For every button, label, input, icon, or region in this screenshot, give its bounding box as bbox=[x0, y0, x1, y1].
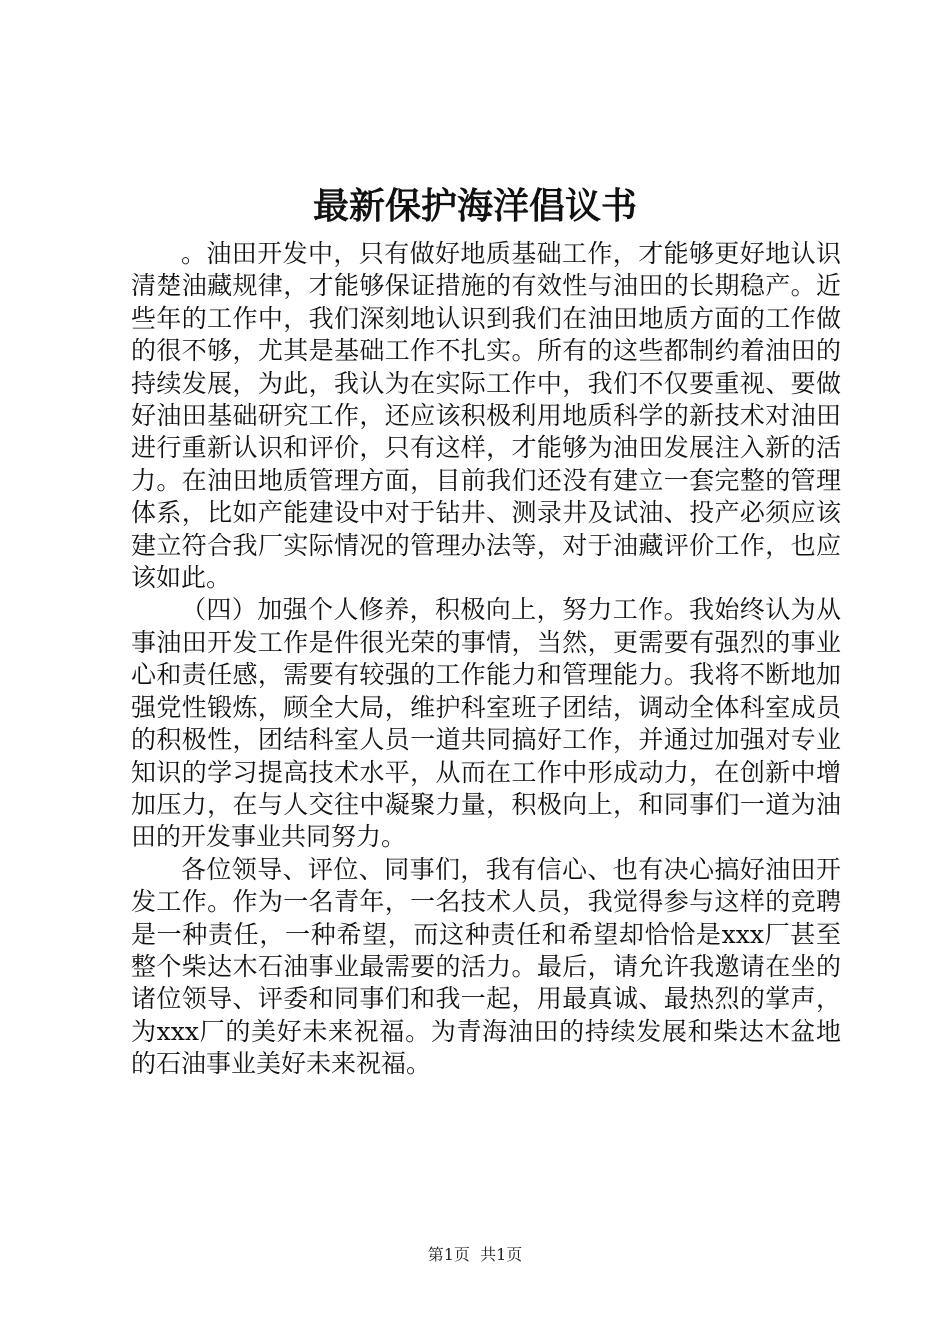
paragraph-2: （四）加强个人修养，积极向上，努力工作。我始终认为从事油田开发工作是件很光荣的事情，当然，更需要有强烈的事业心和责任感，需要有较强的工作能力和管理能力。我将不断地加强党性锻炼，顾全大局，维护科室班子团结，调动全体科室成员的积极性，团结科室人员一道共同搞好工作，并通过加强对专业知识的学习提高技术水平，从而在工作中形成动力，在创新中增加压力，在与人交往中凝聚力量，积极向上，和同事们一道为油田的开发事业共同努力。 bbox=[131, 595, 841, 852]
document-body bbox=[131, 238, 841, 1081]
paragraph-3: 各位领导、评位、同事们，我有信心、也有决心搞好油田开发工作。作为一名青年，一名技术人员，我觉得参与这样的竞聘是一种责任，一种希望，而这种责任和希望却恰恰是xxx厂甚至整个柴达木石油事业最需要的活力。最后，请允许我邀请在坐的诸位领导、评委和同事们和我一起，用最真诚、最热烈的掌声，为xxx厂的美好未来祝福。为青海油田的持续发展和柴达木盆地的石油事业美好未来祝福。 bbox=[131, 854, 841, 1079]
document-title: 最新保护海洋倡议书 bbox=[312, 185, 637, 227]
paragraph-1: 。油田开发中，只有做好地质基础工作，才能够更好地认识清楚油藏规律，才能够保证措施的有效性与油田的长期稳产。近些年的工作中，我们深刻地认识到我们在油田地质方面的工作做的很不够，尤其是基础工作不扎实。所有的这些都制约着油田的持续发展，为此，我认为在实际工作中，我们不仅要重视、要做好油田基础研究工作，还应该积极利用地质科学的新技术对油田进行重新认识和评价，只有这样，才能够为油田发展注入新的活力。在油田地质管理方面，目前我们还没有建立一套完整的管理体系，比如产能建设中对于钻井、测录井及试油、投产必须应该建立符合我厂实际情况的管理办法等，对于油藏评价工作，也应该如此。 bbox=[131, 239, 841, 593]
page-number-current: 第1页 bbox=[427, 1245, 470, 1264]
page-footer bbox=[0, 1243, 950, 1267]
page-number-total: 共1页 bbox=[480, 1245, 523, 1264]
